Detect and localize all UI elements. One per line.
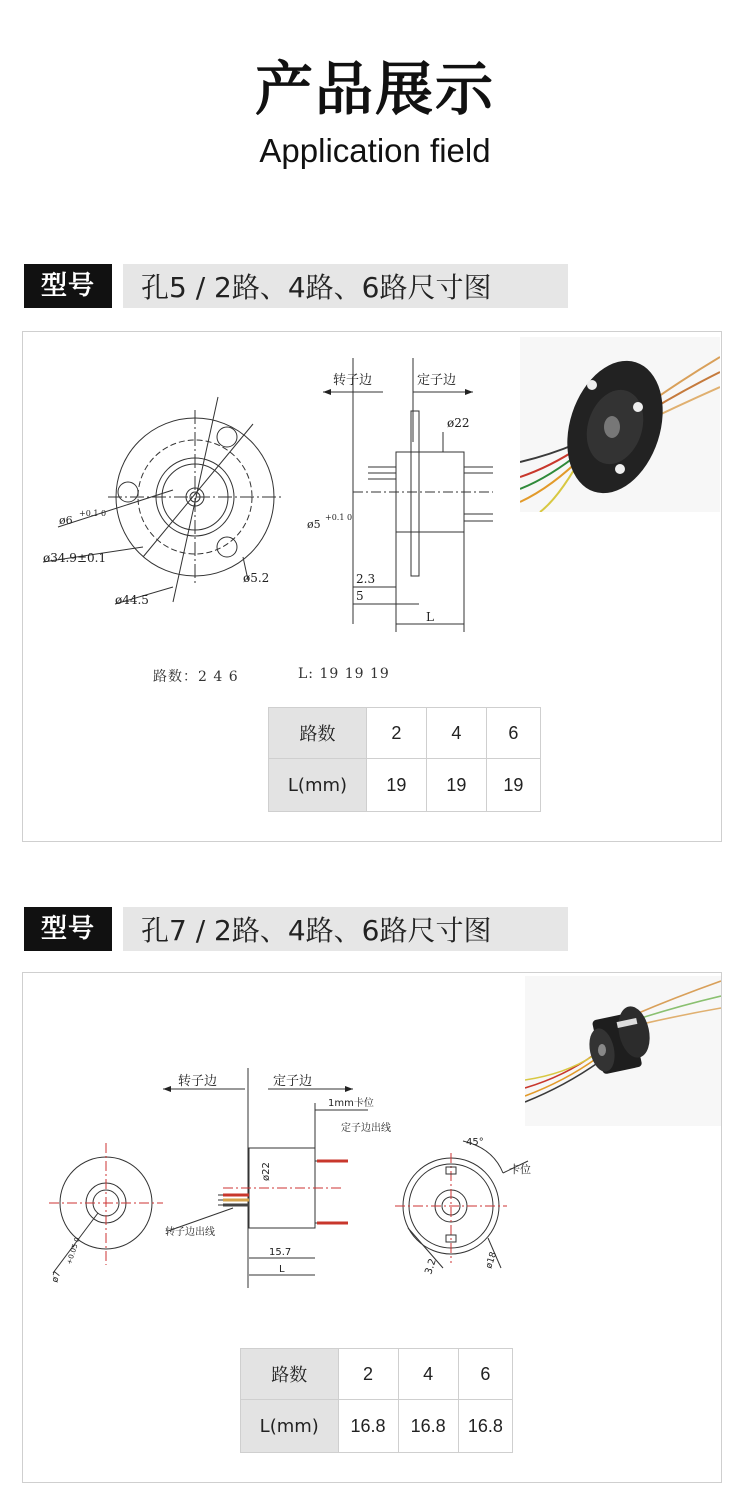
table-cell: 16.8 [398,1400,458,1453]
product-photo [520,337,720,512]
table-header-cell: 路数 [241,1349,339,1400]
table-cell: 16.8 [458,1400,512,1453]
table-cell: 19 [366,759,426,812]
table-cell: 2 [366,708,426,759]
section-title: 孔7 / 2路、4路、6路尺寸图 [123,907,568,951]
table-cell: 19 [486,759,540,812]
table-row [269,759,541,812]
rotor-side-label: 转子边 [333,373,373,388]
table-cell: 6 [486,708,540,759]
dim-outer: ø44.5 [115,593,149,607]
table-row [241,1400,513,1453]
rotor-side-label: 转子边 [178,1074,218,1089]
dim-body: ø22 [447,416,470,430]
section-badge: 型号 [24,907,112,951]
table-cell: 4 [398,1349,458,1400]
table-header-cell: L(mm) [269,759,367,812]
dim-shaft: ø5 [307,518,321,531]
drawing-panel [22,972,722,1483]
rotor-wire-label: 转子边出线 [165,1227,215,1238]
dim-bore: ø7 [50,1270,64,1284]
table-header-cell: L(mm) [241,1400,339,1453]
dim-hole: ø5.2 [243,571,270,585]
dim-b: 5 [356,589,364,603]
page-title: 产品展示 [254,55,495,123]
notch-label: 1mm卡位 [328,1098,374,1109]
angle-label: 45° [466,1137,484,1148]
table-cell: 19 [426,759,486,812]
stator-side-label: 定子边 [273,1074,313,1089]
length-line: L: 19 19 19 [298,666,390,682]
dim-l: L [426,610,434,624]
dim-c: 3.2 [423,1257,439,1276]
table-cell: 2 [338,1349,398,1400]
dim-outer: ø18 [484,1250,500,1270]
dim-a: 2.3 [356,572,376,586]
dim-length: 15.7 [269,1247,292,1258]
counts-line: 路数：2 4 6 [153,669,239,685]
dim-shaft-tol: +0.1 0 [325,513,353,522]
dim-bore: ø6 [59,514,73,527]
drawing-panel [22,331,722,842]
spec-table [268,707,541,812]
stator-wire-label: 定子边出线 [341,1123,391,1134]
table-cell: 16.8 [338,1400,398,1453]
product-photo [525,976,721,1126]
section-badge: 型号 [24,264,112,308]
page-subtitle: Application field [259,132,491,169]
table-row [241,1349,513,1400]
table-cell: 4 [426,708,486,759]
dim-body: ø22 [261,1162,272,1181]
table-cell: 6 [458,1349,512,1400]
spec-table [240,1348,513,1453]
table-header-cell: 路数 [269,708,367,759]
stator-side-label: 定子边 [417,373,457,388]
section-title: 孔5 / 2路、4路、6路尺寸图 [123,264,568,308]
table-row [269,708,541,759]
dim-pcd: ø34.9±0.1 [43,551,107,565]
dim-l: L [279,1264,285,1275]
dim-bore-tol: +0.1 0 [79,509,107,518]
slot-label: 卡位 [509,1163,531,1176]
dim-bore-tol: +0.05 0 [65,1236,82,1266]
